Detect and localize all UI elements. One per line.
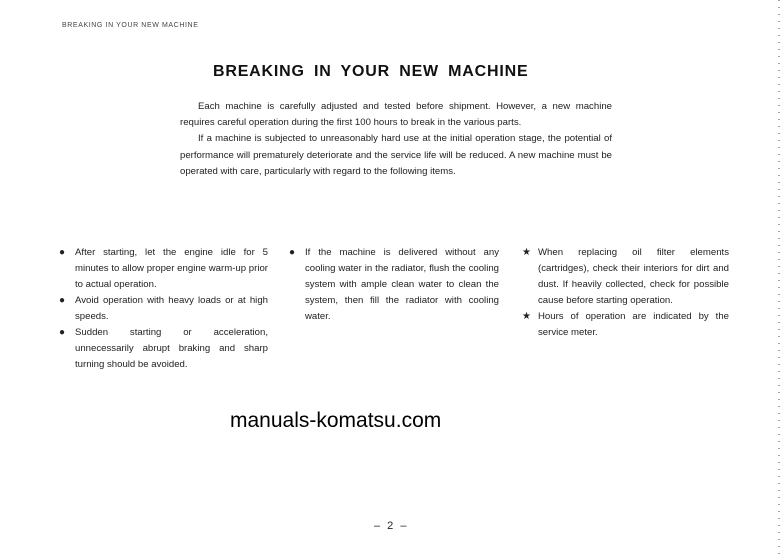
star-icon: ★: [522, 247, 531, 258]
page-number: – 2 –: [374, 520, 409, 532]
bullet-icon: ●: [59, 247, 66, 258]
list-item-text: Avoid operation with heavy loads or at high speeds.: [75, 295, 268, 322]
list-item: [289, 245, 499, 325]
star-icon: ★: [522, 311, 531, 322]
list-item: [522, 309, 729, 341]
list-item-text: After starting, let the engine idle for 5 minutes to allow proper engine warm-up prior to actual operation.: [75, 247, 268, 290]
running-header: BREAKING IN YOUR NEW MACHINE: [62, 22, 199, 29]
list-item: [59, 245, 268, 293]
list-item: [59, 325, 268, 373]
intro-paragraph-2: If a machine is subjected to unreasonably hard use at the initial operation stage, the potential of performance will prematurely deteriorate and the service life will be reduced. A new machine must be operated with care, particularly with regard to the following items.: [180, 133, 612, 177]
precautions-column-middle: [289, 245, 499, 325]
watermark-text: manuals-komatsu.com: [230, 409, 442, 432]
list-item-text: Sudden starting or acceleration, unnecessarily abrupt braking and sharp turning should be avoided.: [75, 327, 268, 370]
precautions-column-left: [59, 245, 268, 373]
bullet-icon: ●: [59, 295, 66, 306]
list-item-text: If the machine is delivered without any cooling water in the radiator, flush the cooling system with ample clean water to clean the system, then fill the radiator with cooling water.: [305, 247, 499, 322]
intro-paragraph-1: Each machine is carefully adjusted and tested before shipment. However, a new machine requires careful operation during the first 100 hours to break in the various parts.: [180, 101, 612, 129]
scan-edge-marks: [778, 0, 780, 559]
precautions-column-right: [522, 245, 729, 341]
list-item-text: When replacing oil filter elements (cartridges), check their interiors for dirt and dust. If heavily collected, check for possible cause before starting operation.: [538, 247, 729, 306]
bullet-icon: ●: [289, 247, 296, 258]
list-item: [59, 293, 268, 325]
list-item-text: Hours of operation are indicated by the service meter.: [538, 311, 729, 338]
bullet-icon: ●: [59, 327, 66, 338]
intro-text: [180, 99, 612, 180]
list-item: [522, 245, 729, 309]
page-title: BREAKING IN YOUR NEW MACHINE: [213, 63, 529, 80]
